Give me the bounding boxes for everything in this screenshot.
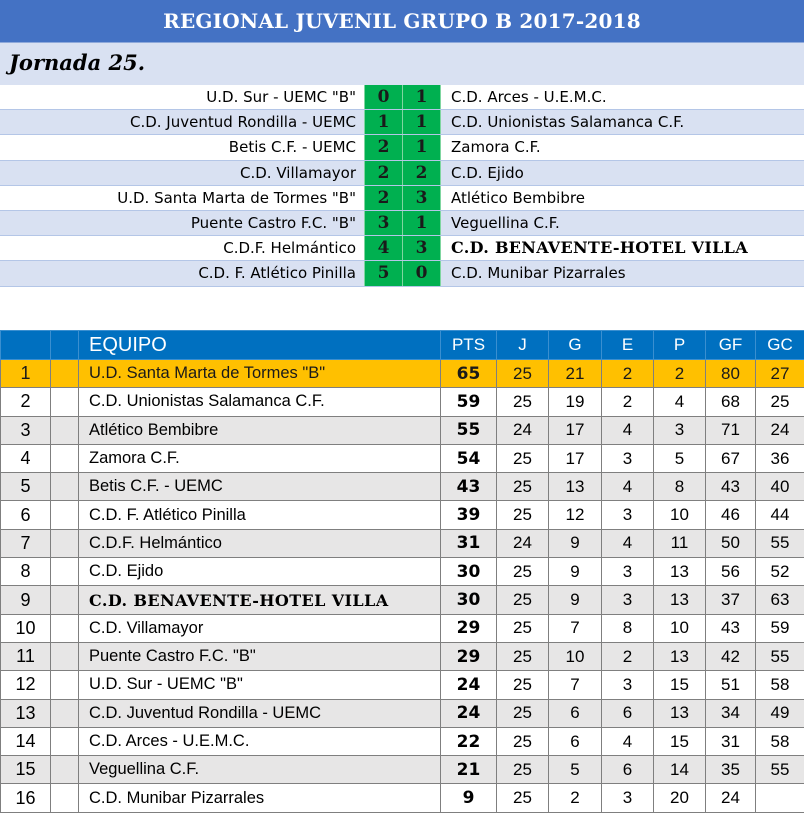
cell-pos: 14 xyxy=(1,727,51,755)
standings-row xyxy=(1,473,804,501)
standings-row xyxy=(1,558,804,586)
cell-blank xyxy=(51,473,79,501)
cell-p: 13 xyxy=(654,642,706,670)
cell-g: 6 xyxy=(549,699,602,727)
cell-pts: 59 xyxy=(441,388,497,416)
away-goals: 3 xyxy=(402,186,440,210)
cell-gc: 58 xyxy=(756,727,804,755)
cell-gf: 51 xyxy=(706,671,756,699)
cell-gc: 49 xyxy=(756,699,804,727)
cell-j: 25 xyxy=(497,614,549,642)
cell-team: C.D. Juventud Rondilla - UEMC xyxy=(79,699,441,727)
away-goals: 1 xyxy=(402,85,440,109)
cell-team: C.D. Villamayor xyxy=(79,614,441,642)
cell-pos: 12 xyxy=(1,671,51,699)
cell-pos: 3 xyxy=(1,416,51,444)
cell-pts: 21 xyxy=(441,756,497,784)
home-goals: 0 xyxy=(364,85,402,109)
home-team: C.D. F. Atlético Pinilla xyxy=(0,261,364,285)
cell-team: C.D. Ejido xyxy=(79,558,441,586)
standings-table xyxy=(0,330,804,813)
home-team: U.D. Santa Marta de Tormes "B" xyxy=(0,186,364,210)
cell-g: 21 xyxy=(549,360,602,388)
cell-blank xyxy=(51,529,79,557)
standings-row xyxy=(1,671,804,699)
away-team: C.D. BENAVENTE-HOTEL VILLA xyxy=(440,236,804,260)
cell-j: 25 xyxy=(497,388,549,416)
home-goals: 1 xyxy=(364,110,402,134)
cell-gc: 63 xyxy=(756,586,804,614)
standings-row xyxy=(1,614,804,642)
cell-pts: 65 xyxy=(441,360,497,388)
cell-j: 25 xyxy=(497,671,549,699)
cell-pts: 29 xyxy=(441,614,497,642)
page-title-text: REGIONAL JUVENIL GRUPO B 2017-2018 xyxy=(163,9,641,33)
standings-row xyxy=(1,642,804,670)
cell-pos: 10 xyxy=(1,614,51,642)
cell-pos: 15 xyxy=(1,756,51,784)
cell-e: 3 xyxy=(602,671,654,699)
cell-e: 3 xyxy=(602,558,654,586)
away-team: Veguellina C.F. xyxy=(440,211,804,235)
cell-gc: 40 xyxy=(756,473,804,501)
cell-team: Zamora C.F. xyxy=(79,444,441,472)
standings-row xyxy=(1,699,804,727)
standings-row xyxy=(1,727,804,755)
cell-p: 13 xyxy=(654,586,706,614)
cell-gc: 58 xyxy=(756,671,804,699)
cell-e: 8 xyxy=(602,614,654,642)
cell-blank xyxy=(51,784,79,812)
cell-g: 13 xyxy=(549,473,602,501)
cell-gc: 59 xyxy=(756,614,804,642)
away-team: Zamora C.F. xyxy=(440,135,804,159)
cell-j: 24 xyxy=(497,529,549,557)
home-team: C.D. Villamayor xyxy=(0,161,364,185)
cell-pts: 30 xyxy=(441,586,497,614)
standings-row xyxy=(1,416,804,444)
cell-pts: 54 xyxy=(441,444,497,472)
cell-team: U.D. Santa Marta de Tormes "B" xyxy=(79,360,441,388)
col-header-p: P xyxy=(654,331,706,360)
standings-header-row xyxy=(1,331,804,360)
cell-g: 10 xyxy=(549,642,602,670)
cell-gf: 42 xyxy=(706,642,756,670)
cell-gc xyxy=(756,784,804,812)
cell-gc: 25 xyxy=(756,388,804,416)
cell-blank xyxy=(51,501,79,529)
cell-g: 7 xyxy=(549,614,602,642)
cell-e: 2 xyxy=(602,360,654,388)
cell-gf: 71 xyxy=(706,416,756,444)
cell-g: 19 xyxy=(549,388,602,416)
cell-p: 20 xyxy=(654,784,706,812)
cell-g: 17 xyxy=(549,416,602,444)
cell-p: 15 xyxy=(654,671,706,699)
home-goals: 2 xyxy=(364,161,402,185)
cell-gf: 43 xyxy=(706,614,756,642)
cell-gc: 27 xyxy=(756,360,804,388)
col-header-pts: PTS xyxy=(441,331,497,360)
cell-team: C.D. Munibar Pizarrales xyxy=(79,784,441,812)
cell-team: Veguellina C.F. xyxy=(79,756,441,784)
cell-g: 6 xyxy=(549,727,602,755)
home-goals: 2 xyxy=(364,135,402,159)
cell-j: 25 xyxy=(497,756,549,784)
home-team: C.D.F. Helmántico xyxy=(0,236,364,260)
cell-pts: 24 xyxy=(441,699,497,727)
result-row xyxy=(0,85,804,110)
cell-team: Puente Castro F.C. "B" xyxy=(79,642,441,670)
cell-blank xyxy=(51,360,79,388)
cell-j: 25 xyxy=(497,784,549,812)
cell-gf: 34 xyxy=(706,699,756,727)
cell-g: 9 xyxy=(549,529,602,557)
col-header-e: E xyxy=(602,331,654,360)
cell-gf: 31 xyxy=(706,727,756,755)
cell-g: 7 xyxy=(549,671,602,699)
standings-row xyxy=(1,756,804,784)
cell-blank xyxy=(51,727,79,755)
away-team: C.D. Arces - U.E.M.C. xyxy=(440,85,804,109)
cell-p: 3 xyxy=(654,416,706,444)
standings-row xyxy=(1,388,804,416)
cell-pts: 24 xyxy=(441,671,497,699)
cell-p: 5 xyxy=(654,444,706,472)
cell-e: 4 xyxy=(602,416,654,444)
home-team: Betis C.F. - UEMC xyxy=(0,135,364,159)
col-header-blank xyxy=(51,331,79,360)
cell-pos: 2 xyxy=(1,388,51,416)
cell-p: 8 xyxy=(654,473,706,501)
cell-j: 25 xyxy=(497,501,549,529)
away-team: C.D. Munibar Pizarrales xyxy=(440,261,804,285)
cell-pos: 7 xyxy=(1,529,51,557)
home-goals: 5 xyxy=(364,261,402,285)
cell-gc: 55 xyxy=(756,756,804,784)
home-goals: 3 xyxy=(364,211,402,235)
standings-row xyxy=(1,529,804,557)
home-goals: 4 xyxy=(364,236,402,260)
cell-pos: 5 xyxy=(1,473,51,501)
cell-pts: 55 xyxy=(441,416,497,444)
cell-g: 9 xyxy=(549,586,602,614)
cell-j: 25 xyxy=(497,444,549,472)
cell-blank xyxy=(51,388,79,416)
cell-gc: 55 xyxy=(756,642,804,670)
result-row xyxy=(0,261,804,286)
standings-row xyxy=(1,444,804,472)
cell-e: 3 xyxy=(602,501,654,529)
page-title xyxy=(0,0,804,42)
col-header-j: J xyxy=(497,331,549,360)
cell-gf: 50 xyxy=(706,529,756,557)
cell-blank xyxy=(51,416,79,444)
cell-p: 2 xyxy=(654,360,706,388)
cell-e: 2 xyxy=(602,388,654,416)
cell-g: 12 xyxy=(549,501,602,529)
cell-pos: 8 xyxy=(1,558,51,586)
cell-gf: 80 xyxy=(706,360,756,388)
cell-gc: 36 xyxy=(756,444,804,472)
cell-blank xyxy=(51,558,79,586)
cell-pts: 39 xyxy=(441,501,497,529)
cell-p: 4 xyxy=(654,388,706,416)
cell-blank xyxy=(51,444,79,472)
cell-blank xyxy=(51,586,79,614)
cell-team: Betis C.F. - UEMC xyxy=(79,473,441,501)
col-header-pos xyxy=(1,331,51,360)
away-team: Atlético Bembibre xyxy=(440,186,804,210)
cell-e: 2 xyxy=(602,642,654,670)
standings-row xyxy=(1,586,804,614)
cell-blank xyxy=(51,699,79,727)
cell-j: 25 xyxy=(497,360,549,388)
cell-blank xyxy=(51,642,79,670)
result-row xyxy=(0,161,804,186)
cell-pos: 9 xyxy=(1,586,51,614)
cell-blank xyxy=(51,756,79,784)
cell-j: 25 xyxy=(497,642,549,670)
cell-p: 10 xyxy=(654,614,706,642)
col-header-gc: GC xyxy=(756,331,804,360)
cell-e: 4 xyxy=(602,473,654,501)
cell-g: 2 xyxy=(549,784,602,812)
cell-j: 24 xyxy=(497,416,549,444)
round-heading xyxy=(0,42,804,85)
cell-j: 25 xyxy=(497,473,549,501)
cell-gf: 37 xyxy=(706,586,756,614)
cell-e: 3 xyxy=(602,586,654,614)
home-team: C.D. Juventud Rondilla - UEMC xyxy=(0,110,364,134)
cell-gf: 68 xyxy=(706,388,756,416)
cell-j: 25 xyxy=(497,699,549,727)
cell-p: 13 xyxy=(654,558,706,586)
results-list xyxy=(0,85,804,287)
cell-g: 17 xyxy=(549,444,602,472)
cell-j: 25 xyxy=(497,558,549,586)
cell-gc: 24 xyxy=(756,416,804,444)
cell-gc: 55 xyxy=(756,529,804,557)
result-row xyxy=(0,211,804,236)
cell-pos: 6 xyxy=(1,501,51,529)
round-label: Jornada 25. xyxy=(9,50,145,75)
cell-gf: 46 xyxy=(706,501,756,529)
cell-team: C.D.F. Helmántico xyxy=(79,529,441,557)
cell-e: 6 xyxy=(602,756,654,784)
cell-pts: 29 xyxy=(441,642,497,670)
cell-team: C.D. Arces - U.E.M.C. xyxy=(79,727,441,755)
cell-gf: 35 xyxy=(706,756,756,784)
standings-row xyxy=(1,360,804,388)
result-row xyxy=(0,186,804,211)
cell-pts: 30 xyxy=(441,558,497,586)
cell-gf: 67 xyxy=(706,444,756,472)
away-goals: 3 xyxy=(402,236,440,260)
cell-j: 25 xyxy=(497,727,549,755)
standings-row xyxy=(1,501,804,529)
cell-pts: 43 xyxy=(441,473,497,501)
cell-p: 13 xyxy=(654,699,706,727)
away-goals: 1 xyxy=(402,110,440,134)
cell-e: 4 xyxy=(602,727,654,755)
cell-e: 6 xyxy=(602,699,654,727)
cell-p: 11 xyxy=(654,529,706,557)
away-goals: 1 xyxy=(402,135,440,159)
cell-gf: 24 xyxy=(706,784,756,812)
col-header-gf: GF xyxy=(706,331,756,360)
result-row xyxy=(0,135,804,160)
cell-team: C.D. BENAVENTE-HOTEL VILLA xyxy=(79,586,441,614)
away-goals: 0 xyxy=(402,261,440,285)
cell-blank xyxy=(51,614,79,642)
cell-pts: 22 xyxy=(441,727,497,755)
cell-pts: 31 xyxy=(441,529,497,557)
cell-gf: 43 xyxy=(706,473,756,501)
result-row xyxy=(0,110,804,135)
cell-pos: 11 xyxy=(1,642,51,670)
cell-e: 3 xyxy=(602,784,654,812)
cell-gf: 56 xyxy=(706,558,756,586)
cell-team: C.D. Unionistas Salamanca C.F. xyxy=(79,388,441,416)
home-team: Puente Castro F.C. "B" xyxy=(0,211,364,235)
col-header-team: EQUIPO xyxy=(79,331,441,360)
cell-g: 9 xyxy=(549,558,602,586)
home-goals: 2 xyxy=(364,186,402,210)
cell-j: 25 xyxy=(497,586,549,614)
home-team: U.D. Sur - UEMC "B" xyxy=(0,85,364,109)
cell-pts: 9 xyxy=(441,784,497,812)
cell-p: 10 xyxy=(654,501,706,529)
away-team: C.D. Unionistas Salamanca C.F. xyxy=(440,110,804,134)
cell-team: U.D. Sur - UEMC "B" xyxy=(79,671,441,699)
cell-gc: 44 xyxy=(756,501,804,529)
col-header-g: G xyxy=(549,331,602,360)
cell-g: 5 xyxy=(549,756,602,784)
cell-e: 4 xyxy=(602,529,654,557)
away-goals: 2 xyxy=(402,161,440,185)
result-row xyxy=(0,236,804,261)
away-team: C.D. Ejido xyxy=(440,161,804,185)
away-goals: 1 xyxy=(402,211,440,235)
cell-p: 14 xyxy=(654,756,706,784)
cell-team: C.D. F. Atlético Pinilla xyxy=(79,501,441,529)
standings-row xyxy=(1,784,804,812)
cell-p: 15 xyxy=(654,727,706,755)
cell-blank xyxy=(51,671,79,699)
cell-team: Atlético Bembibre xyxy=(79,416,441,444)
cell-pos: 1 xyxy=(1,360,51,388)
cell-gc: 52 xyxy=(756,558,804,586)
cell-pos: 4 xyxy=(1,444,51,472)
cell-pos: 13 xyxy=(1,699,51,727)
cell-e: 3 xyxy=(602,444,654,472)
cell-pos: 16 xyxy=(1,784,51,812)
